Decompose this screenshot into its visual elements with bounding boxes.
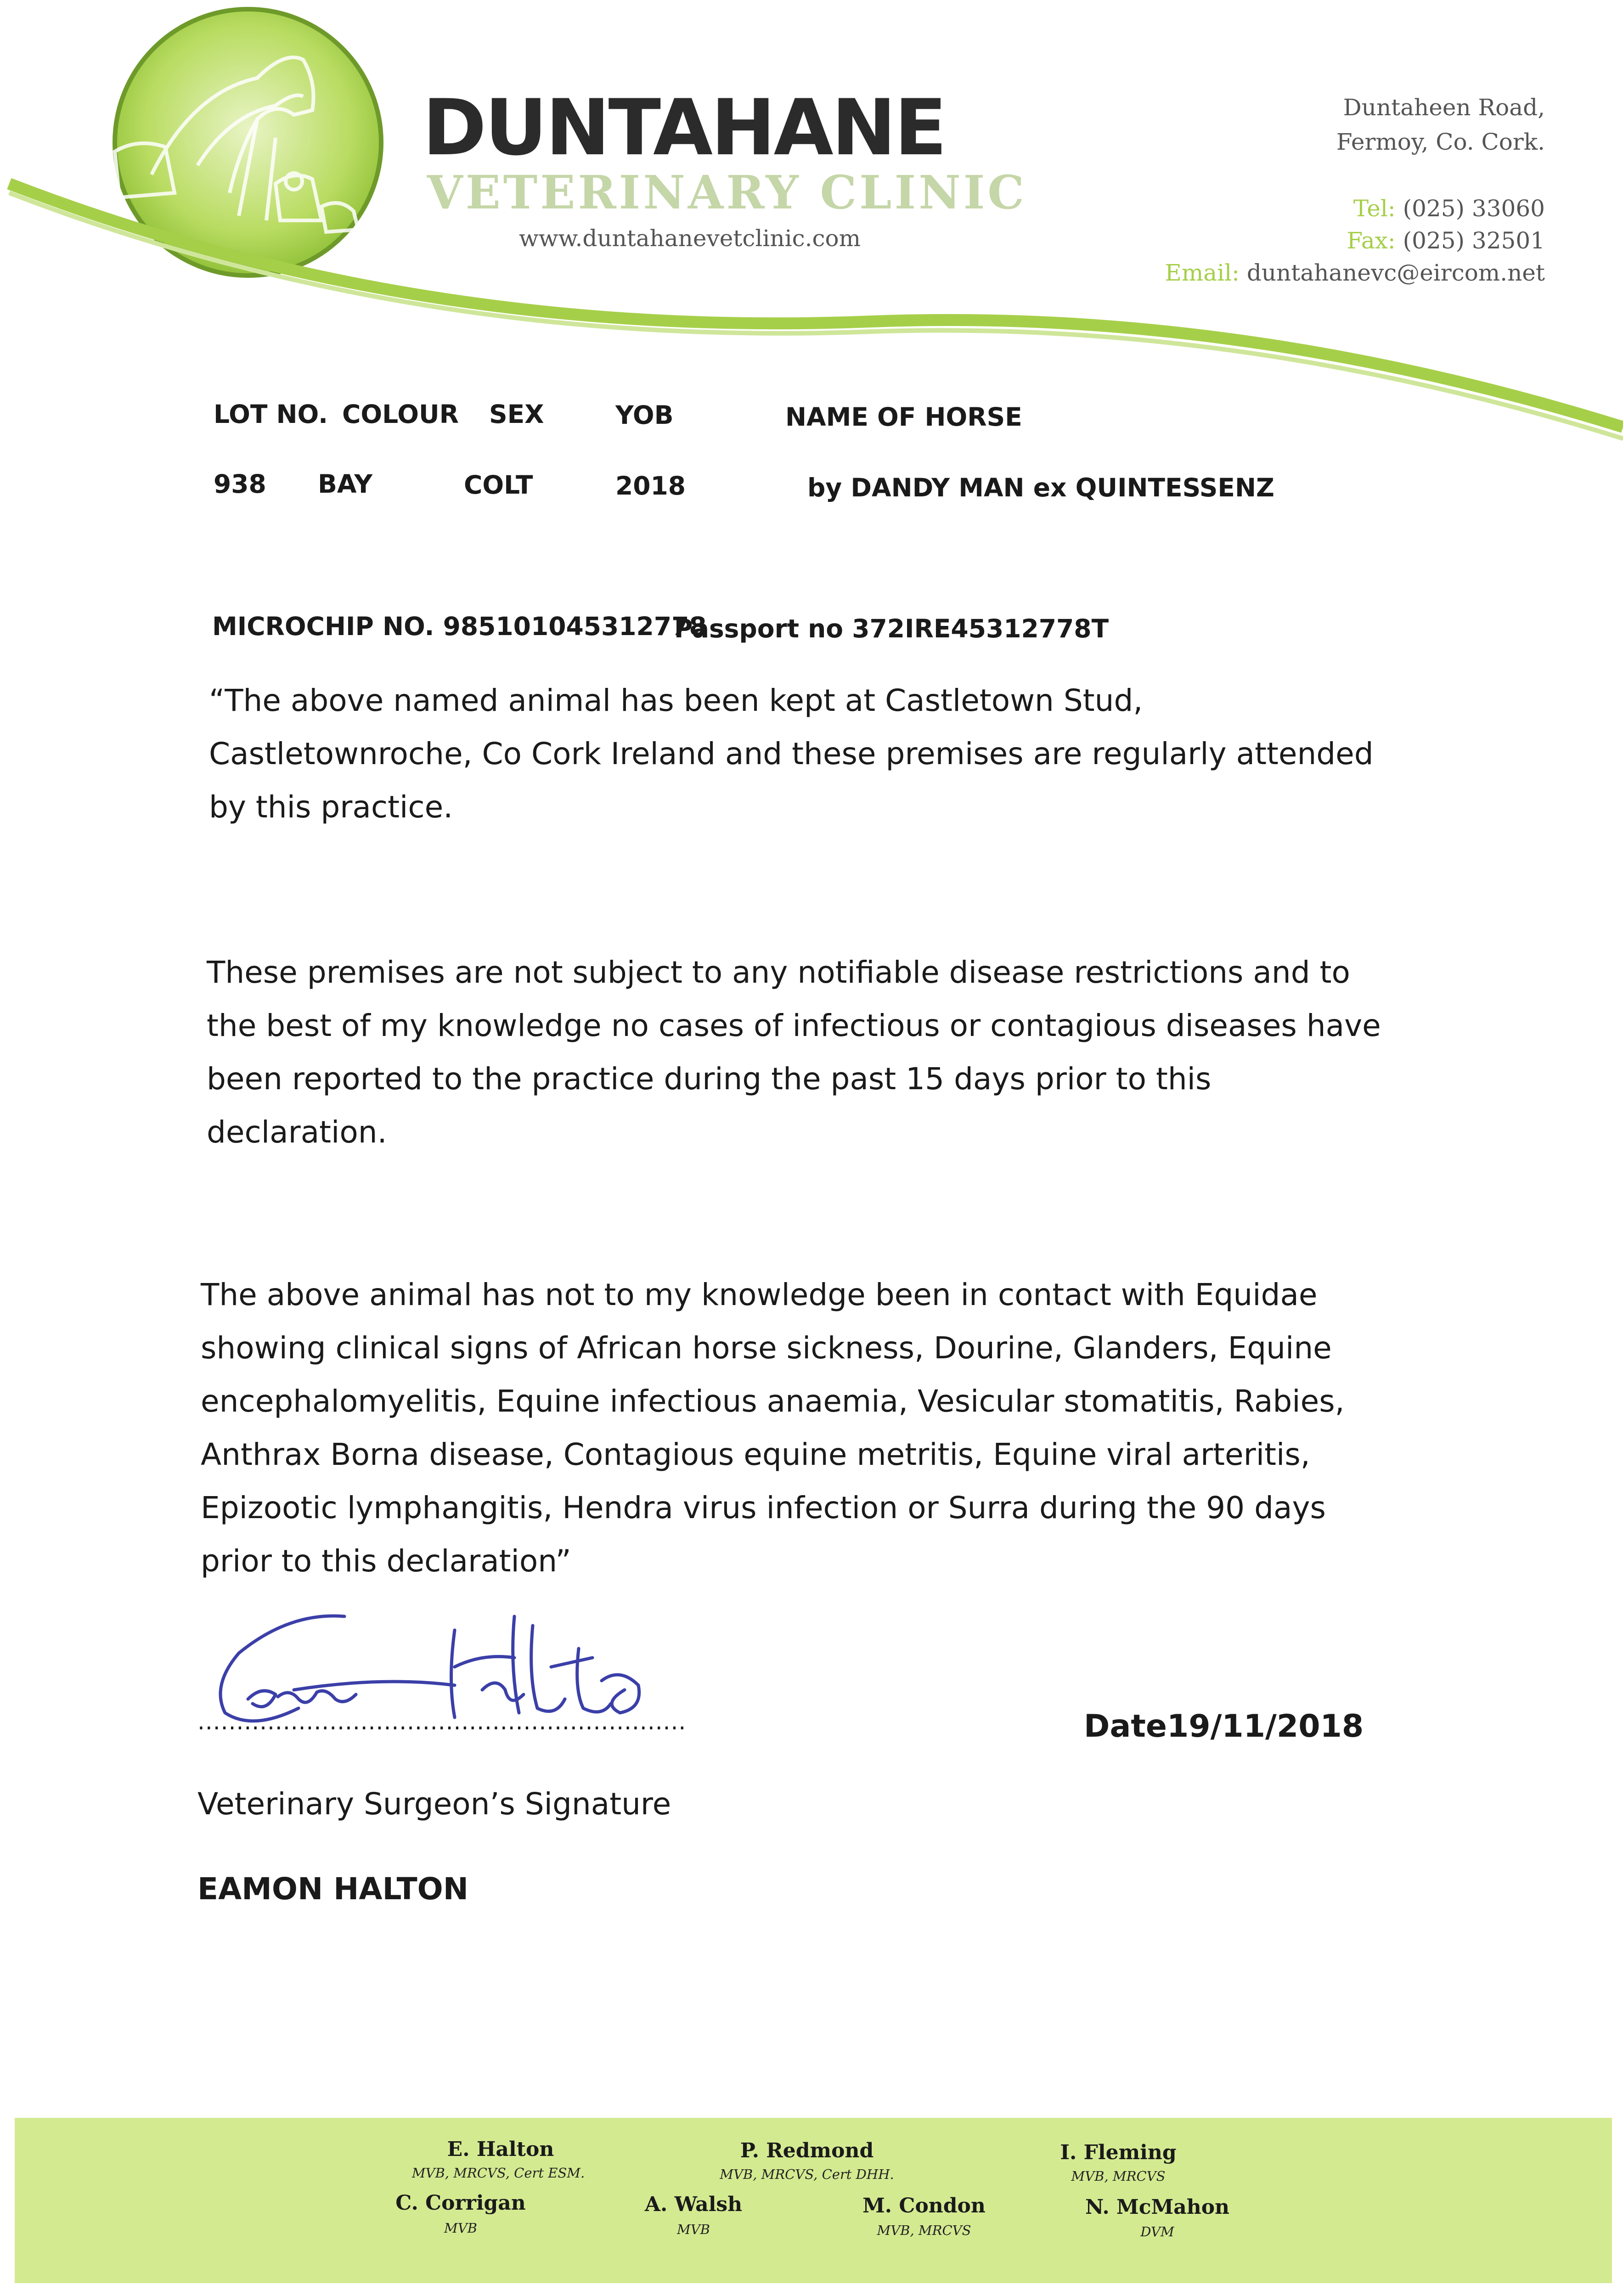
paragraph-line: “The above named animal has been kept at Castletown Stud, bbox=[209, 683, 1143, 718]
vet-qualifications: MVB bbox=[444, 2220, 477, 2236]
paragraph-line: declaration. bbox=[207, 1114, 387, 1150]
paragraph-line: showing clinical signs of African horse sickness, Dourine, Glanders, Equine bbox=[201, 1330, 1332, 1366]
paragraph-line: Anthrax Borna disease, Contagious equine metritis, Equine viral arteritis, bbox=[201, 1437, 1310, 1472]
passport-number: Passport no 372IRE45312778T bbox=[674, 614, 1109, 643]
email-label: Email: bbox=[1165, 259, 1240, 286]
vet-name: I. Fleming bbox=[1060, 2141, 1177, 2164]
paragraph-line: the best of my knowledge no cases of infectious or contagious diseases have bbox=[207, 1008, 1381, 1043]
paragraph-line: Castletownroche, Co Cork Ireland and these premises are regularly attended bbox=[209, 736, 1374, 771]
vet-name: N. McMahon bbox=[1085, 2195, 1230, 2219]
declaration-paragraph-3 bbox=[201, 1268, 1450, 1588]
vet-name: M. Condon bbox=[862, 2194, 986, 2217]
lot-no-value: 938 bbox=[214, 469, 266, 499]
header-yob: YOB bbox=[615, 400, 674, 430]
email bbox=[1165, 259, 1545, 286]
paragraph-line: prior to this declaration” bbox=[201, 1543, 571, 1579]
paragraph-line: been reported to the practice during the past 15 days prior to this bbox=[207, 1061, 1212, 1097]
tel-label: Tel: bbox=[1353, 195, 1396, 222]
signature-line: ............................................................... bbox=[197, 1708, 687, 1735]
declaration-paragraph-1 bbox=[209, 674, 1458, 834]
horse-name-value: by DANDY MAN ex QUINTESSENZ bbox=[807, 473, 1274, 502]
colour-value: BAY bbox=[318, 469, 373, 499]
paragraph-line: by this practice. bbox=[209, 789, 453, 825]
paragraph-line: Epizootic lymphangitis, Hendra virus infection or Surra during the 90 days bbox=[201, 1490, 1326, 1525]
vet-qualifications: MVB bbox=[677, 2222, 710, 2237]
clinic-subtitle: VETERINARY CLINIC bbox=[427, 165, 1027, 219]
vet-qualifications: MVB, MRCVS, Cert DHH. bbox=[720, 2167, 894, 2182]
microchip-number: MICROCHIP NO. 985101045312778 bbox=[212, 612, 707, 641]
fax-label: Fax: bbox=[1347, 227, 1396, 254]
header-lot-no: LOT NO. bbox=[214, 400, 328, 429]
vet-name: A. Walsh bbox=[644, 2193, 743, 2216]
declaration-paragraph-2 bbox=[207, 946, 1456, 1159]
tel-value: (025) 33060 bbox=[1403, 195, 1545, 222]
vet-qualifications: MVB, MRCVS bbox=[1071, 2168, 1166, 2184]
vet-name: E. Halton bbox=[447, 2138, 554, 2161]
paragraph-line: These premises are not subject to any notifiable disease restrictions and to bbox=[207, 955, 1350, 990]
email-value: duntahanevc@eircom.net bbox=[1246, 259, 1545, 286]
telephone bbox=[1353, 195, 1545, 222]
clinic-name: DUNTAHANE bbox=[423, 83, 946, 173]
declaration-date: Date19/11/2018 bbox=[1084, 1708, 1364, 1745]
header-sex: SEX bbox=[489, 400, 544, 429]
vet-qualifications: MVB, MRCVS, Cert ESM. bbox=[411, 2165, 585, 2181]
signature-caption: Veterinary Surgeon’s Signature bbox=[197, 1786, 671, 1822]
fax bbox=[1347, 227, 1545, 254]
paragraph-line: The above animal has not to my knowledge been in contact with Equidae bbox=[201, 1277, 1318, 1312]
vet-name: C. Corrigan bbox=[395, 2191, 526, 2215]
clinic-website: www.duntahanevetclinic.com bbox=[519, 225, 861, 252]
yob-value: 2018 bbox=[615, 471, 686, 501]
vet-qualifications: DVM bbox=[1140, 2224, 1174, 2240]
paragraph-line: encephalomyelitis, Equine infectious anaemia, Vesicular stomatitis, Rabies, bbox=[201, 1384, 1345, 1419]
address-line-1: Duntaheen Road, bbox=[1343, 94, 1545, 121]
sex-value: COLT bbox=[464, 470, 533, 500]
surgeon-name: EAMON HALTON bbox=[197, 1871, 468, 1907]
header-name-of-horse: NAME OF HORSE bbox=[785, 402, 1022, 432]
vet-name: P. Redmond bbox=[740, 2139, 874, 2162]
fax-value: (025) 32501 bbox=[1403, 227, 1545, 254]
vet-qualifications: MVB, MRCVS bbox=[877, 2223, 971, 2238]
address-line-2: Fermoy, Co. Cork. bbox=[1336, 129, 1545, 155]
header-colour: COLOUR bbox=[342, 400, 459, 429]
